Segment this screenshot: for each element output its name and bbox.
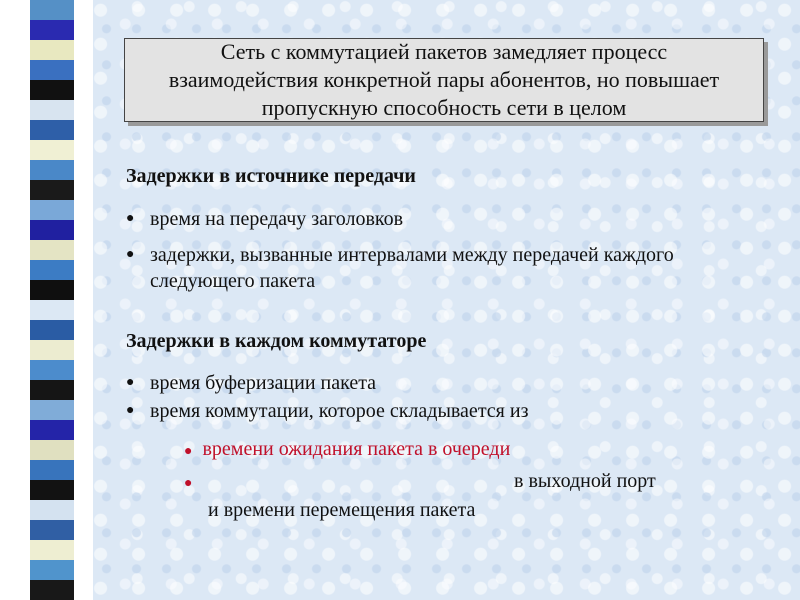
stripe-segment [30, 0, 74, 20]
stripe-segment [30, 280, 74, 300]
stripe-segment [30, 560, 74, 580]
stripe-segment [30, 200, 74, 220]
stripe-segment [30, 80, 74, 100]
sub-bullet-2 [184, 468, 684, 523]
stripe-segment [30, 440, 74, 460]
section1-bullet-1: ● время на передачу заголовков [126, 208, 404, 230]
bullet-icon: ● [126, 247, 135, 262]
stripe-segment [30, 360, 74, 380]
title-line-1: Сеть с коммутацией пакетов замедляет процесс [220, 39, 668, 64]
title-line-2: взаимодействия конкретной пары абонентов, но повышает [168, 67, 720, 92]
stripe-segment [30, 500, 74, 520]
bullet-icon: ● [184, 476, 193, 491]
stripe-segment [30, 240, 74, 260]
decorative-stripe-bar [30, 0, 74, 600]
bullet-icon: ● [126, 211, 135, 226]
stripe-segment [30, 300, 74, 320]
stripe-segment [30, 480, 74, 500]
stripe-segment [30, 520, 74, 540]
sub-bullet-1: ● времени ожидания пакета в очереди [184, 438, 511, 460]
bullet-icon: ● [126, 403, 135, 418]
section2-bullet-2: ● время коммутации, которое складывается из [126, 400, 529, 422]
stripe-segment [30, 160, 74, 180]
stripe-segment [30, 460, 74, 480]
stripe-segment [30, 120, 74, 140]
stripe-segment [30, 420, 74, 440]
bullet-icon: ● [184, 444, 193, 459]
slide-title-box [124, 38, 764, 122]
stripe-segment [30, 320, 74, 340]
stripe-segment [30, 40, 74, 60]
stripe-segment [30, 400, 74, 420]
stripe-segment [30, 260, 74, 280]
stripe-segment [30, 140, 74, 160]
section1-heading: Задержки в источнике передачи [126, 165, 416, 187]
bullet-icon: ● [126, 375, 135, 390]
stripe-segment [30, 580, 74, 600]
stripe-segment [30, 540, 74, 560]
sub-bullet-2-line2: и времени перемещения пакета [208, 499, 476, 521]
stripe-segment [30, 380, 74, 400]
section2-heading: Задержки в каждом коммутаторе [126, 330, 427, 352]
stripe-segment [30, 20, 74, 40]
stripe-segment [30, 180, 74, 200]
section1-bullet-2: ● задержки, вызванные интервалами между передачей каждого следующего пакета [126, 244, 674, 292]
stripe-segment [30, 220, 74, 240]
stripe-segment [30, 340, 74, 360]
sub-bullet-2-right-text: в выходной порт [514, 470, 656, 492]
stripe-segment [30, 60, 74, 80]
section2-bullet-1: ● время буферизации пакета [126, 372, 377, 394]
title-line-3: пропускную способность сети в целом [261, 95, 627, 120]
stripe-segment [30, 100, 74, 120]
